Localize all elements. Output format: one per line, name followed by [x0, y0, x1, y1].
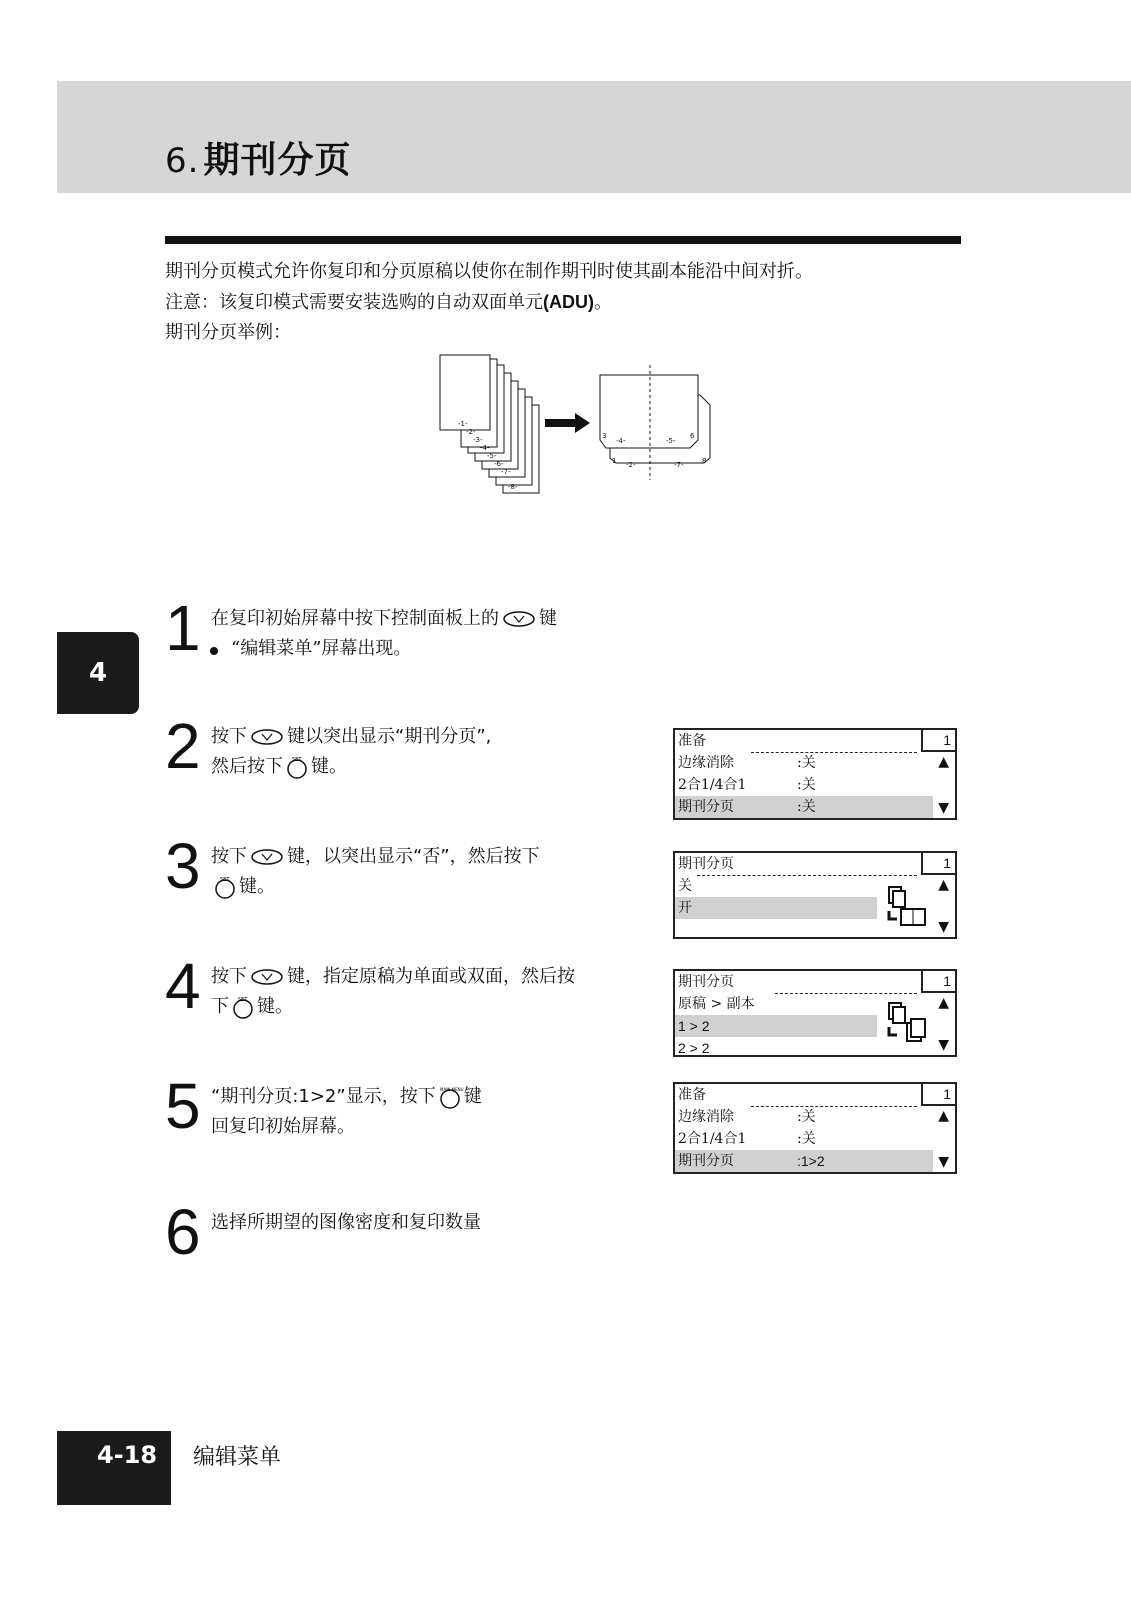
booklet-label-7: -7- [674, 461, 684, 469]
scroll-up-icon: ▲ [938, 995, 949, 1011]
svg-text:SET: SET [292, 757, 302, 763]
corner-6: 6 [690, 432, 695, 440]
intro-line-1: 期刊分页模式允许你复印和分页原稿以使你在制作期刊时使其副本能沿中间对折。 [165, 261, 813, 282]
edit-key-icon [250, 968, 284, 986]
corner-3: 3 [602, 432, 607, 440]
svg-text:SET: SET [220, 877, 230, 883]
set-key-icon [286, 755, 308, 779]
booklet-label-5: -5- [666, 437, 676, 445]
booklet-front [600, 375, 698, 448]
duplex-mode-icon [885, 1001, 929, 1045]
corner-8: 8 [702, 457, 707, 465]
stack-label-7: -7- [501, 468, 511, 476]
lcd-screen-2 [673, 851, 957, 939]
lcd-row: 边缘消除 :关 [678, 755, 816, 771]
corner-1: 1 [612, 457, 617, 465]
lcd-row: 期刊分页 [678, 856, 734, 872]
booklet-mode-icon [885, 885, 929, 929]
lcd-row: 2合1/4合1 :关 [678, 1131, 816, 1147]
step-text: 按下 键，指定原稿为单面或双面，然后按 下 SET 键。 [211, 966, 575, 1017]
lcd-row: 关 [678, 878, 692, 894]
booklet-diagram [440, 355, 740, 504]
lcd-row: 原稿 > 副本 [678, 996, 755, 1012]
step-number: 6 [165, 1196, 201, 1268]
step-1-result: “编辑菜单”屏幕出现。 [231, 638, 412, 659]
lcd-row-highlighted: 开 [675, 897, 877, 919]
chapter-tab: 4 [57, 632, 139, 714]
adu-label: (ADU) [543, 292, 594, 312]
lcd-page-number: 1 [921, 1082, 957, 1106]
stack-label-5: -5- [487, 452, 497, 460]
stack-page-1 [440, 355, 490, 430]
footer-section: 编辑菜单 [193, 1445, 282, 1470]
stack-label-3: -3- [473, 436, 483, 444]
lcd-screen-4 [673, 1082, 957, 1174]
lcd-row-highlighted: 期刊分页 :1>2 [675, 1150, 933, 1172]
title-text: 期刊分页 [203, 140, 352, 181]
footer-page-tab [57, 1431, 171, 1505]
page-number: 4-18 [97, 1441, 158, 1469]
scroll-up-icon: ▲ [938, 1108, 949, 1124]
step-text: 在复印初始屏幕中按下控制面板上的 键 “编辑菜单”屏幕出现。 [211, 604, 557, 664]
svg-text:SET: SET [238, 997, 248, 1003]
scroll-up-icon: ▲ [938, 877, 949, 893]
set-key-icon [232, 995, 254, 1019]
booklet-diagram-svg [440, 355, 740, 500]
edit-key-icon [250, 728, 284, 746]
intro-line-2: 注意：该复印模式需要安装选购的自动双面单元(ADU)。 [165, 292, 612, 313]
step-5-result: 回复印初始屏幕。 [211, 1116, 355, 1137]
edit-key-icon [502, 610, 536, 628]
lcd-row: 准备 [678, 1087, 706, 1103]
lcd-row: 边缘消除 :关 [678, 1109, 816, 1125]
stack-label-2: -2- [466, 428, 476, 436]
stack-label-8: -8- [508, 483, 518, 491]
arrow-icon [545, 413, 590, 433]
step-number: 5 [165, 1070, 201, 1142]
booklet-label-4: -4- [616, 437, 626, 445]
lcd-row: 2合1/4合1 :关 [678, 777, 816, 793]
svg-text:MAIN MENU: MAIN MENU [439, 1087, 464, 1092]
step-text: 选择所期望的图像密度和复印数量 [211, 1212, 481, 1233]
stack-label-6: -6- [494, 460, 504, 468]
scroll-down-icon: ▼ [938, 1037, 949, 1053]
lcd-screen-3 [673, 969, 957, 1057]
lcd-row-highlighted: 1 > 2 [675, 1015, 877, 1037]
scroll-down-icon: ▼ [938, 1154, 949, 1170]
page-title [165, 132, 351, 183]
title-number: 6. [165, 141, 200, 181]
step-number: 3 [165, 830, 201, 902]
scroll-up-icon: ▲ [938, 754, 949, 770]
step-text: 按下 键以突出显示“期刊分页”, 然后按下 SET 键。 [211, 726, 492, 777]
lcd-row: 准备 [678, 733, 706, 749]
lcd-screen-1 [673, 728, 957, 820]
step-text: “期刊分页:1>2”显示，按下 MAIN MENU 键 回复印初始屏幕。 [211, 1082, 482, 1142]
lcd-row-highlighted: 期刊分页 :关 [675, 796, 933, 818]
step-number: 4 [165, 950, 201, 1022]
lcd-page-number: 1 [921, 851, 957, 875]
edit-key-icon [250, 848, 284, 866]
step-number: 2 [165, 710, 201, 782]
title-rule [165, 236, 961, 244]
intro-line-3: 期刊分页举例： [165, 322, 291, 343]
step-number: 1 [165, 592, 201, 664]
main-menu-key-icon [439, 1085, 464, 1109]
booklet-label-2: -2- [626, 461, 636, 469]
lcd-page-number: 1 [921, 728, 957, 752]
stack-label-4: -4- [480, 444, 490, 452]
intro-text [165, 257, 813, 348]
lcd-row: 期刊分页 [678, 974, 734, 990]
scroll-down-icon: ▼ [938, 919, 949, 935]
lcd-row: 2 > 2 [678, 1040, 710, 1056]
scroll-down-icon: ▼ [938, 800, 949, 816]
step-text: 按下 键，以突出显示“否”，然后按下 SET 键。 [211, 846, 540, 897]
lcd-page-number: 1 [921, 969, 957, 993]
stack-label-1: -1- [458, 420, 468, 428]
set-key-icon [214, 875, 236, 899]
